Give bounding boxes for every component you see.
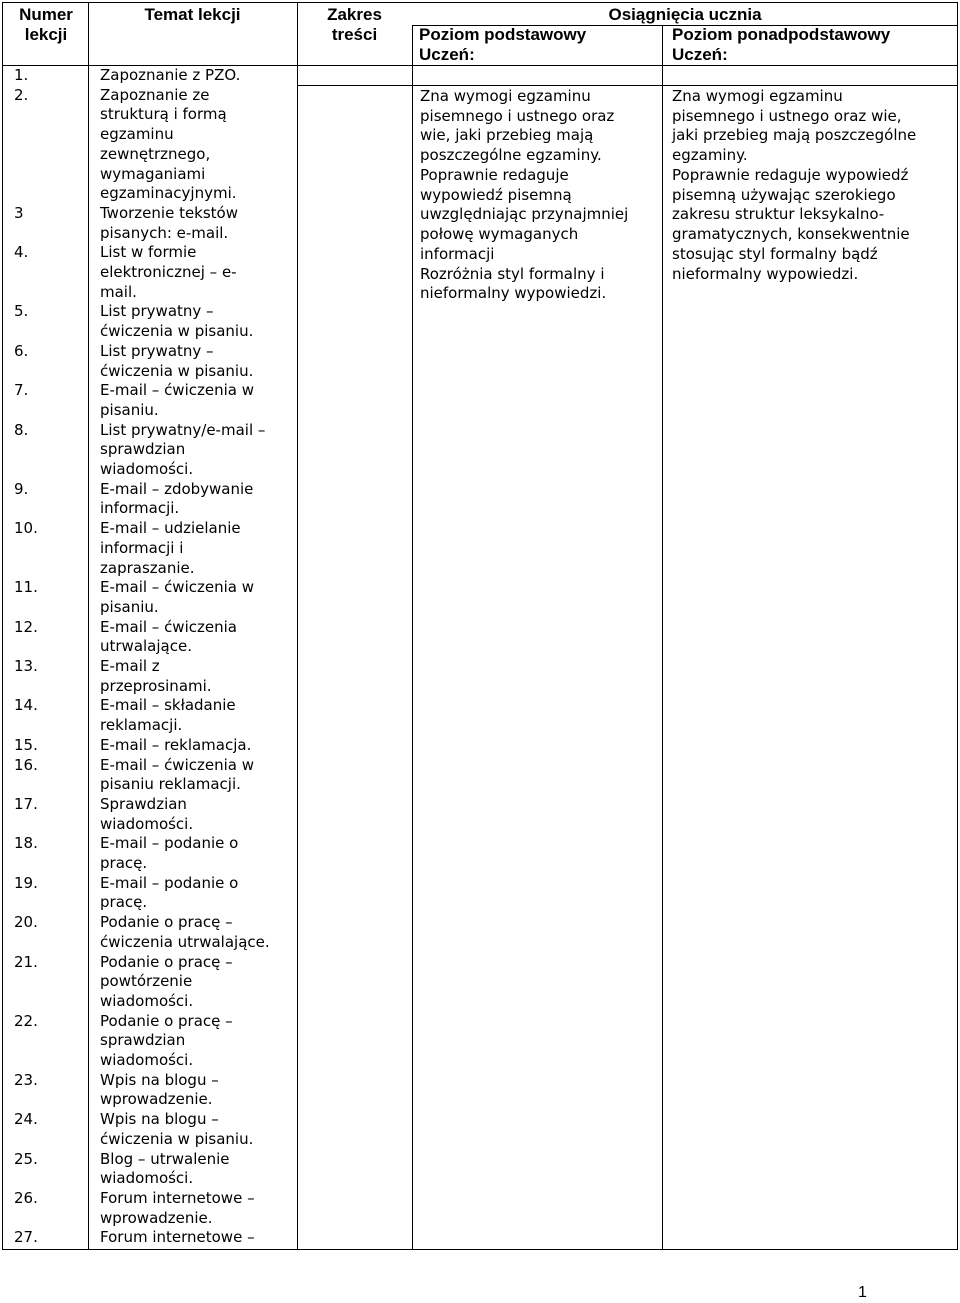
lesson-topic: Podanie o pracę – sprawdzian wiadomości. [100, 1011, 233, 1069]
column-divider [662, 25, 663, 1250]
lesson-number: 4. [14, 243, 29, 262]
lesson-number: 2. [14, 85, 29, 104]
lesson-number: 14. [14, 696, 38, 715]
lesson-topic: E-mail – ćwiczenia utrwalające. [100, 617, 237, 656]
basic-writing-skills: Poprawnie redaguje wypowiedź pisemną uwzględniając przynajmniej połowę wymaganych informacji Rozróżnia styl formalny i nieformalny wypowiedzi. [420, 166, 629, 303]
lesson-number: 26. [14, 1188, 38, 1207]
header-student-advanced: Uczeń: [672, 45, 728, 64]
header-advanced-level: Poziom ponadpodstawowy [672, 25, 891, 44]
lesson-number: 20. [14, 913, 38, 932]
lesson-number: 11. [14, 578, 38, 597]
lesson-topic: E-mail – podanie o pracę. [100, 873, 239, 912]
header-lesson-number: Numer lekcji [19, 5, 73, 44]
lesson-topic: Sprawdzian wiadomości. [100, 794, 194, 833]
lesson-number: 22. [14, 1011, 38, 1030]
lesson-topic: E-mail z przeprosinami. [100, 657, 212, 695]
lesson-topic: Zapoznanie z PZO. [100, 66, 241, 84]
lesson-number: 6. [14, 341, 29, 360]
lesson-topic: E-mail – zdobywanie informacji. [100, 479, 254, 518]
lesson-number: 5. [14, 302, 29, 321]
lesson-number: 3 [14, 203, 24, 222]
lesson-number: 1. [14, 66, 29, 84]
header-content-scope: Zakres treści [327, 5, 382, 44]
header-student-achievements: Osiągnięcia ucznia [608, 5, 762, 24]
lesson-topic: Podanie o pracę – ćwiczenia utrwalające. [100, 913, 270, 951]
lesson-number: 18. [14, 834, 38, 853]
lesson-topic: E-mail – ćwiczenia w pisaniu reklamacji. [100, 755, 254, 794]
advanced-writing-skills: Poprawnie redaguje wypowiedź pisemną używając szerokiego zakresu struktur leksykalno- gramatycznych, konsekwentnie stosując styl formalny bądź nieformalny wypowiedzi. [672, 166, 910, 283]
lesson-number: 24. [14, 1110, 38, 1129]
lesson-number: 12. [14, 617, 38, 636]
header-basic-level: Poziom podstawowy [419, 25, 587, 44]
lesson-topic: List w formie elektronicznej – e- mail. [100, 243, 237, 301]
header-lesson-topic: Temat lekcji [144, 5, 241, 24]
lesson-number: 13. [14, 657, 38, 675]
lesson-number: 10. [14, 519, 38, 538]
lesson-topic: E-mail – ćwiczenia w pisaniu. [100, 381, 254, 419]
lesson-number: 15. [14, 735, 38, 754]
lesson-topic: Forum internetowe – [100, 1228, 255, 1247]
lesson-number: 23. [14, 1070, 38, 1089]
lesson-number: 8. [14, 420, 29, 439]
lesson-number: 16. [14, 755, 38, 774]
lesson-topic: Wpis na blogu – ćwiczenia w pisaniu. [100, 1110, 254, 1148]
lesson-number: 17. [14, 794, 38, 813]
basic-exam-requirements: Zna wymogi egzaminu pisemnego i ustnego oraz wie, jaki przebieg mają poszczególne egzaminy. [420, 87, 615, 165]
lesson-topic: List prywatny – ćwiczenia w pisaniu. [100, 341, 254, 380]
column-divider [297, 2, 298, 1250]
lesson-topic: E-mail – udzielanie informacji i zapraszanie. [100, 519, 241, 577]
lesson-number: 21. [14, 952, 38, 971]
advanced-exam-requirements: Zna wymogi egzaminu pisemnego i ustnego oraz wie, jaki przebieg mają poszczególne egzaminy. [672, 87, 917, 165]
lesson-number: 19. [14, 873, 38, 892]
lesson-topic: Zapoznanie ze strukturą i formą egzaminu zewnętrznego, wymaganiami egzaminacyjnymi. [100, 85, 237, 203]
lesson-topic: E-mail – składanie reklamacji. [100, 696, 236, 735]
lesson-topic: Tworzenie tekstów pisanych: e-mail. [100, 203, 239, 242]
lesson-topic: Blog – utrwalenie wiadomości. [100, 1149, 230, 1188]
lesson-topic: Forum internetowe – wprowadzenie. [100, 1188, 255, 1227]
lesson-number: 9. [14, 479, 29, 498]
lesson-topic: List prywatny/e-mail – sprawdzian wiadomości. [100, 420, 266, 478]
lesson-topic: E-mail – reklamacja. [100, 735, 252, 754]
lesson-number: 25. [14, 1149, 38, 1168]
row-divider [297, 85, 958, 86]
lesson-topic: E-mail – ćwiczenia w pisaniu. [100, 578, 254, 616]
lesson-topic: E-mail – podanie o pracę. [100, 834, 239, 872]
lesson-number: 27. [14, 1228, 38, 1247]
lesson-topic: List prywatny – ćwiczenia w pisaniu. [100, 302, 254, 341]
column-divider [88, 2, 89, 1250]
page-number: 1 [858, 1284, 867, 1301]
column-divider [412, 25, 413, 1250]
lesson-number: 7. [14, 381, 29, 400]
header-student-basic: Uczeń: [419, 45, 475, 64]
lesson-topic: Podanie o pracę – powtórzenie wiadomości. [100, 952, 233, 1010]
lesson-topic: Wpis na blogu – wprowadzenie. [100, 1070, 219, 1109]
